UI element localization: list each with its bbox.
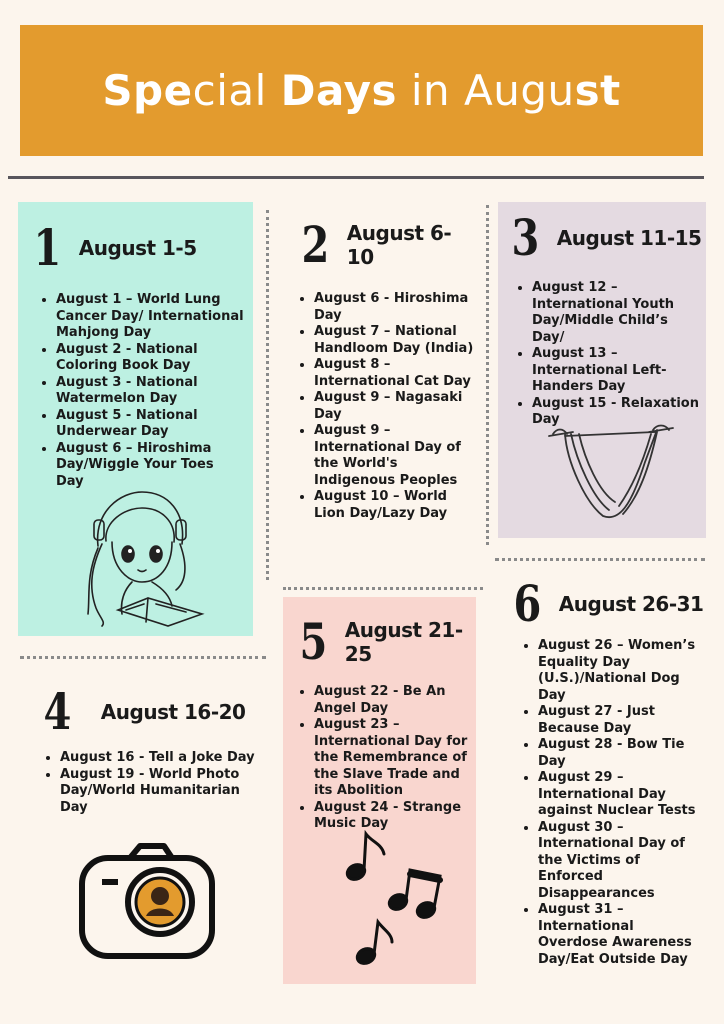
- separator-horizontal-3: [495, 558, 705, 561]
- section-range: August 6-10: [346, 221, 452, 269]
- section-number: 6: [513, 574, 542, 633]
- list-item: • August 28 - Bow Tie Day: [538, 737, 706, 770]
- list-item: • August 30 – International Day of the Victims of Enforced Disappearances: [538, 820, 706, 903]
- section-august-11-15: [508, 208, 704, 429]
- section-range: August 11-15: [556, 226, 702, 250]
- section-range: August 26-31: [558, 592, 704, 616]
- title-banner: [20, 25, 703, 156]
- list-item: • August 6 – Hiroshima Day/Wiggle Your Toes Day: [56, 441, 245, 491]
- section-august-1-5: [30, 218, 245, 490]
- separator-horizontal-1: [20, 656, 266, 659]
- list-item: • August 2 - National Coloring Book Day: [56, 342, 245, 375]
- section-header: [298, 215, 478, 274]
- section-august-26-31: [510, 574, 706, 968]
- list-item: • August 1 – World Lung Cancer Day/ International Mahjong Day: [56, 292, 245, 342]
- day-list: [42, 750, 266, 816]
- section-august-21-25: [296, 612, 476, 833]
- section-range: August 21-25: [344, 618, 463, 666]
- page-title: Special Days in August: [102, 66, 621, 115]
- section-number: 4: [43, 682, 72, 741]
- list-item: • August 16 - Tell a Joke Day: [60, 750, 266, 767]
- day-list: [296, 684, 476, 833]
- day-list: [520, 638, 706, 968]
- day-list: [38, 292, 245, 490]
- section-header: [296, 612, 476, 671]
- section-header: [510, 574, 706, 633]
- day-list: [514, 280, 704, 429]
- section-number: 2: [301, 215, 330, 274]
- hammock-icon: [545, 422, 677, 524]
- section-number: 3: [511, 208, 540, 267]
- section-header: [508, 208, 704, 267]
- girl-reading-book-icon: [76, 486, 206, 628]
- camera-icon: [78, 840, 218, 962]
- list-item: • August 22 - Be An Angel Day: [314, 684, 476, 717]
- title-divider: [8, 176, 704, 179]
- list-item: • August 9 – International Day of the World's Indigenous Peoples: [314, 423, 478, 489]
- separator-vertical-1: [266, 210, 269, 580]
- section-range: August 1-5: [78, 236, 197, 260]
- day-list: [296, 291, 478, 522]
- music-notes-icon: [338, 830, 448, 970]
- list-item: • August 15 - Relaxation Day: [532, 396, 704, 429]
- list-item: • August 7 – National Handloom Day (India): [314, 324, 478, 357]
- section-header: [40, 682, 266, 741]
- list-item: • August 26 – Women’s Equality Day (U.S.)/National Dog Day: [538, 638, 706, 704]
- section-header: [30, 218, 245, 277]
- list-item: • August 6 - Hiroshima Day: [314, 291, 478, 324]
- list-item: • August 13 – International Left-Handers Day: [532, 346, 704, 396]
- list-item: • August 23 – International Day for the Remembrance of the Slave Trade and its Abolition: [314, 717, 476, 800]
- section-number: 5: [299, 612, 328, 671]
- list-item: • August 19 - World Photo Day/World Humanitarian Day: [60, 767, 266, 817]
- list-item: • August 8 – International Cat Day: [314, 357, 478, 390]
- section-number: 1: [33, 218, 62, 277]
- list-item: • August 9 – Nagasaki Day: [314, 390, 478, 423]
- list-item: • August 29 – International Day against Nuclear Tests: [538, 770, 706, 820]
- separator-vertical-2: [486, 205, 489, 545]
- list-item: • August 3 - National Watermelon Day: [56, 375, 245, 408]
- list-item: • August 12 – International Youth Day/Middle Child’s Day/: [532, 280, 704, 346]
- list-item: • August 27 - Just Because Day: [538, 704, 706, 737]
- section-august-16-20: [40, 682, 266, 816]
- section-august-6-10: [298, 215, 478, 522]
- list-item: • August 5 - National Underwear Day: [56, 408, 245, 441]
- list-item: • August 10 – World Lion Day/Lazy Day: [314, 489, 478, 522]
- separator-horizontal-2: [283, 587, 483, 590]
- list-item: • August 31 – International Overdose Awareness Day/Eat Outside Day: [538, 902, 706, 968]
- section-range: August 16-20: [100, 700, 246, 724]
- list-item: • August 24 - Strange Music Day: [314, 800, 476, 833]
